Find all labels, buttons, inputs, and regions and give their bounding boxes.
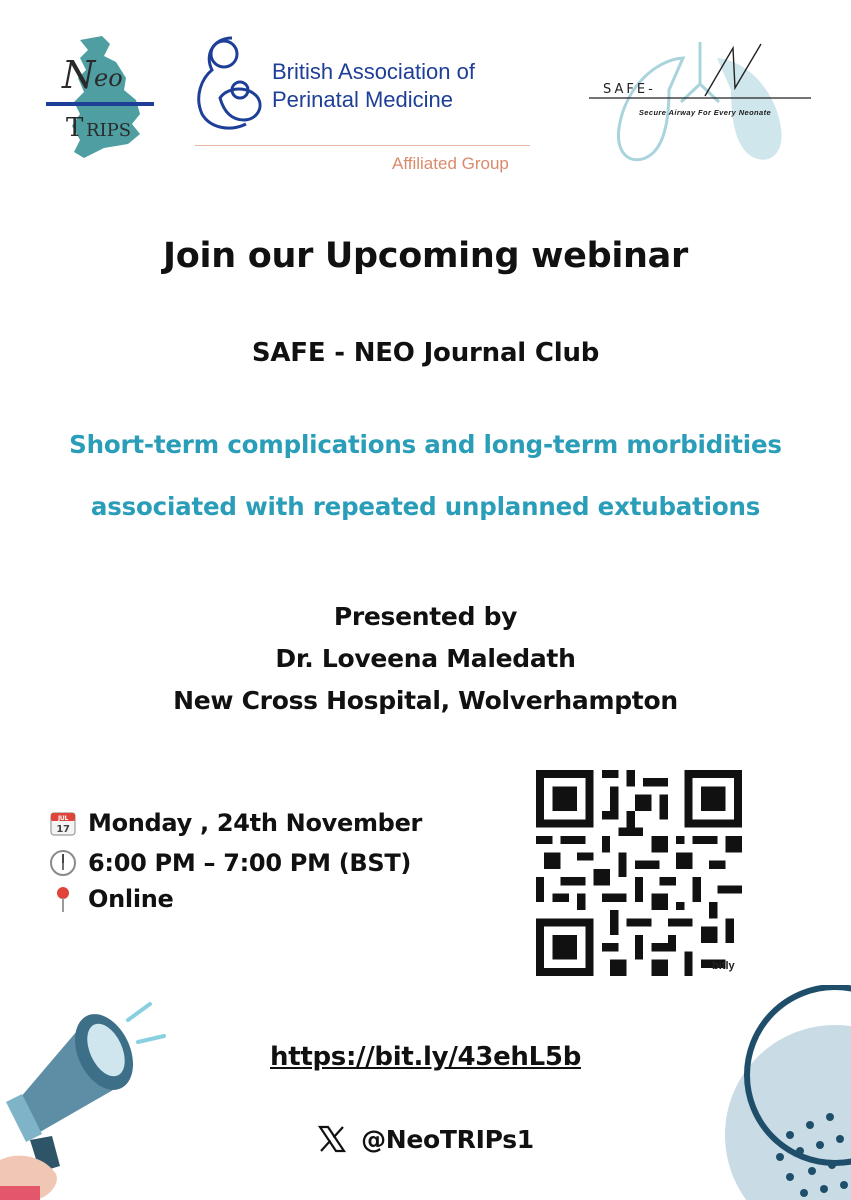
bapm-name [272,58,552,114]
x-logo-icon [317,1124,347,1154]
event-time-text: 6:00 PM – 7:00 PM (BST) [88,849,412,877]
event-date [48,808,422,838]
social-handle: @NeoTRIPs1 [361,1124,534,1154]
svg-text:RIPS: RIPS [86,120,132,141]
neotrips-logo [40,30,160,165]
bapm-name-line2: Perinatal Medicine [272,87,453,112]
svg-text:JUL: JUL [57,815,69,822]
calendar-icon [48,808,78,838]
qr-code[interactable] [536,770,742,976]
clock-icon [48,848,78,878]
pin-icon [48,884,78,914]
decorative-circles [720,985,851,1200]
presenter-name: Dr. Loveena Maledath [275,644,576,673]
safe-neo-tagline: Secure Airway For Every Neonate [638,108,772,117]
topic-line-2: associated with repeated unplanned extubations [90,492,761,521]
svg-text:SAFE-: SAFE- [603,82,656,97]
safe-neo-logo [585,38,815,173]
svg-text:17: 17 [56,824,70,835]
bapm-affiliated-label: Affiliated Group [392,154,509,173]
webinar-link[interactable]: https://bit.ly/43ehL5b [269,1042,582,1072]
megaphone-illustration [0,990,175,1200]
event-date-text: Monday , 24th November [88,809,423,837]
event-time [48,848,411,878]
bapm-name-line1: British Association of [272,59,475,84]
event-location [48,884,174,914]
presenter-block [0,596,851,722]
topic-line-1: Short-term complications and long-term morbidities [69,430,782,459]
page-title: Join our Upcoming webinar [163,236,688,276]
event-location-text: Online [88,885,174,913]
svg-text:N: N [62,53,96,97]
svg-text:T: T [66,113,84,143]
svg-text:eo: eo [94,64,123,92]
presenter-label: Presented by [333,602,518,631]
presenter-affiliation: New Cross Hospital, Wolverhampton [173,686,678,715]
series-name: SAFE - NEO Journal Club [251,338,600,368]
bapm-divider [195,145,530,146]
bitly-mark: bitly [712,960,735,972]
